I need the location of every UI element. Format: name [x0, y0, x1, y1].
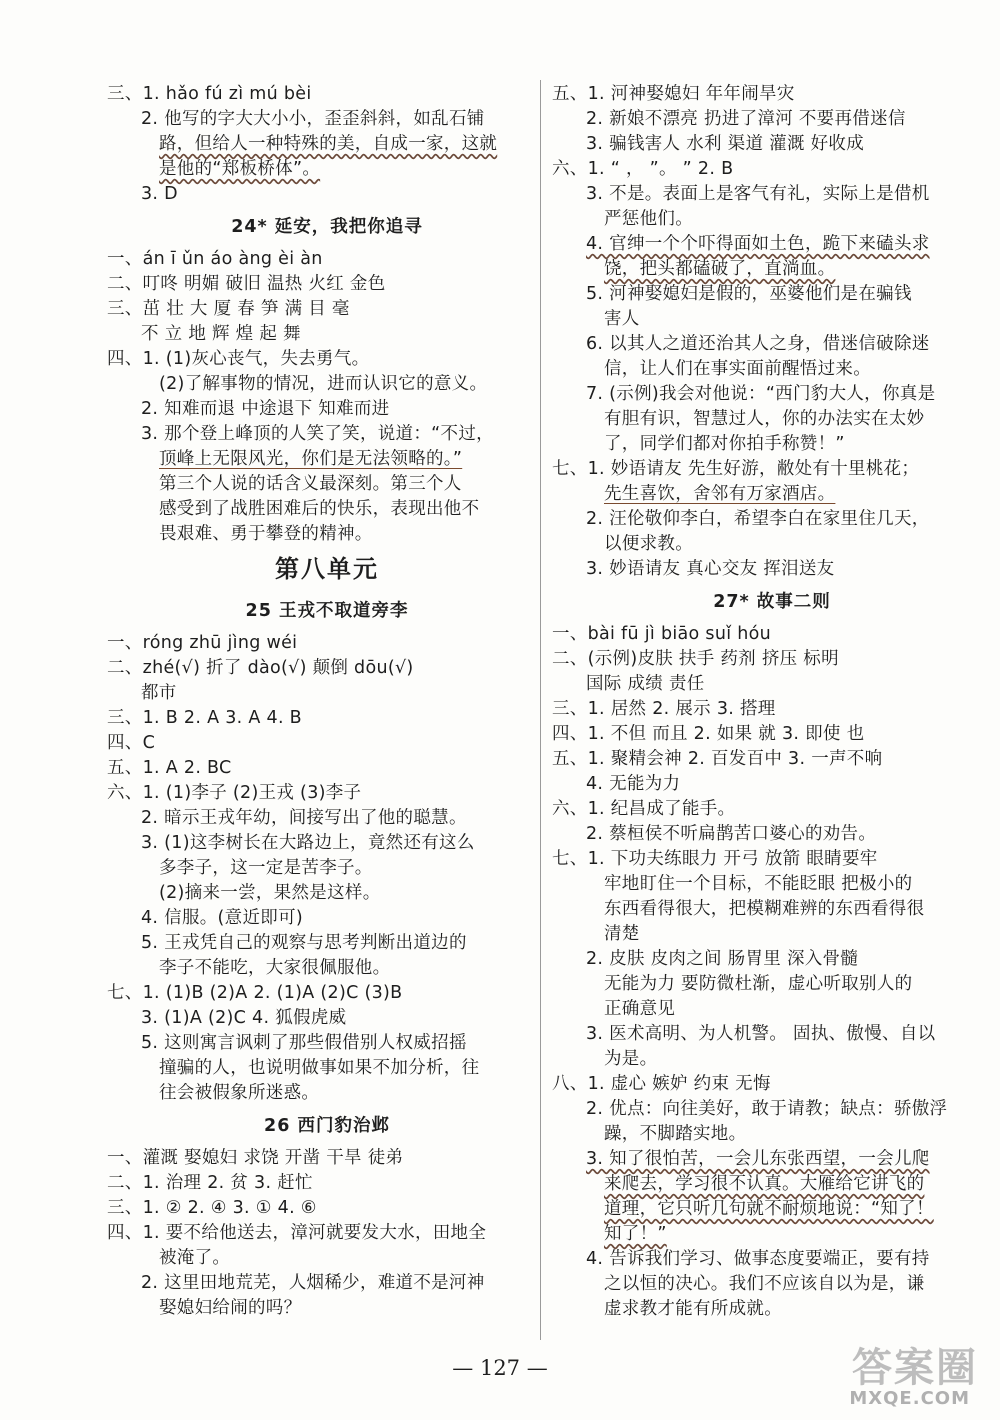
answer-line: 都市: [141, 683, 177, 703]
answer-line: 3. 不是。表面上是客气有礼，实际上是借机: [586, 184, 930, 204]
answer-line: 二、叮咚 明媚 破旧 温热 火红 金色: [107, 274, 386, 294]
answer-line: 二、zhé(√) 折了 dào(√) 颠倒 dōu(√): [107, 658, 414, 678]
answer-line: 被淹了。: [159, 1248, 231, 1268]
answer-line: 以便求教。: [604, 534, 693, 554]
answer-line: 知了！”: [604, 1224, 667, 1244]
answer-line: 三、1. hǎo fú zì mú bèi: [107, 84, 312, 104]
answer-line: 6. 以其人之道还治其人之身，借迷信破除迷: [586, 334, 930, 354]
answer-line: 娶媳妇给闹的吗？: [159, 1298, 302, 1318]
answer-line: 3. 医术高明、为人机警。 固执、傲慢、自以: [586, 1024, 936, 1044]
answer-line: 六、1. (1)李子 (2)王戎 (3)李子: [107, 783, 362, 803]
answer-line: 三、1. ② 2. ④ 3. ① 4. ⑥: [107, 1198, 317, 1218]
answer-line: 4. 告诉我们学习、做事态度要端正，要有持: [586, 1249, 930, 1269]
right-column: [552, 82, 992, 1322]
left-column: [107, 82, 547, 1321]
answer-line: 第三个人说的话含义最深刻。第三个人: [159, 474, 462, 494]
answer-line: 三、茁 壮 大 厦 春 笋 满 目 毫: [107, 299, 350, 319]
answer-line: 七、1. 妙语请友 先生好游，敝处有十里桃花；: [552, 459, 920, 479]
answer-line: 2. 暗示王戎年幼，间接写出了他的聪慧。: [141, 808, 467, 828]
answer-line: 五、1. 聚精会神 2. 百发百中 3. 一声不响: [552, 749, 883, 769]
lesson-heading: 25 王戎不取道旁李: [245, 601, 409, 621]
answer-line: 七、1. (1)B (2)A 2. (1)A (2)C (3)B: [107, 983, 403, 1003]
answer-line: 4. 信服。(意近即可): [141, 908, 304, 928]
answer-line: 四、1. (1)灰心丧气，失去勇气。: [107, 349, 370, 369]
answer-line: 来爬去，学习很不认真。大雁给它讲飞的: [604, 1174, 925, 1194]
answer-line: 七、1. 下功夫练眼力 开弓 放箭 眼睛要牢: [552, 849, 878, 869]
answer-line: 有胆有识，智慧过人，你的办法实在太妙: [604, 409, 925, 429]
answer-line: 五、1. 河神娶媳妇 年年闹旱灾: [552, 84, 795, 104]
answer-line: 7. (示例)我会对他说：“西门豹大人，你真是: [586, 384, 936, 404]
answer-line: 5. 河神娶媳妇是假的，巫婆他们是在骗钱: [586, 284, 912, 304]
watermark-url: MXQE.COM: [849, 1388, 970, 1409]
answer-line: 为是。: [604, 1049, 658, 1069]
answer-line: 四、1. 要不给他送去，漳河就要发大水，田地全: [107, 1223, 487, 1243]
lesson-heading: 24* 延安，我把你追寻: [231, 217, 423, 237]
page-number: — 127 —: [452, 1356, 548, 1380]
answer-line: 先生喜饮，舍邻有万家酒店。: [604, 484, 836, 504]
answer-line: 五、1. A 2. BC: [107, 758, 232, 778]
answer-line: 2. 新娘不漂亮 扔进了漳河 不要再借迷信: [586, 109, 906, 129]
answer-line: 之以恒的决心。我们不应该自以为是，谦: [604, 1274, 925, 1294]
answer-line: 不 立 地 辉 煌 起 舞: [141, 324, 301, 344]
answer-line: 4. 无能为力: [586, 774, 681, 794]
answer-line: 虚求教才能有所成就。: [604, 1299, 782, 1319]
unit-heading: 第八单元: [275, 555, 379, 583]
answer-line: 多李子，这一定是苦李子。: [159, 858, 373, 878]
answer-line: 李子不能吃，大家很佩服他。: [159, 958, 391, 978]
answer-line: 六、1. “ ， ”。 ” 2. B: [552, 159, 734, 179]
answer-line: 2. 蔡桓侯不听扁鹊苦口婆心的劝告。: [586, 824, 877, 844]
answer-line: 2. 皮肤 皮肉之间 肠胃里 深入骨髓: [586, 949, 859, 969]
answer-line: 3. 知了很怕苦，一会儿东张西望，一会儿爬: [586, 1149, 930, 1169]
answer-line: 3. 骗钱害人 水利 渠道 灌溉 好收成: [586, 134, 865, 154]
answer-line: 5. 王戎凭自己的观察与思考判断出道边的: [141, 933, 467, 953]
answer-line: 国际 成绩 责任: [586, 674, 705, 694]
answer-line: 2. 知难而退 中途退下 知难而进: [141, 399, 390, 419]
answer-line: 六、1. 纪昌成了能手。: [552, 799, 736, 819]
answer-line: 路，但给人一种特殊的美，自成一家，这就: [159, 134, 498, 154]
lesson-heading: 26 西门豹治邺: [264, 1116, 390, 1136]
answer-line: (2)摘来一尝，果然是这样。: [159, 883, 381, 903]
answer-line: 一、róng zhū jìng wéi: [107, 633, 298, 653]
answer-line: 一、灌溉 娶媳妇 求饶 开凿 干旱 徒弟: [107, 1148, 404, 1168]
answer-line: 清楚: [604, 924, 640, 944]
answer-line: 三、1. 居然 2. 展示 3. 搭理: [552, 699, 776, 719]
answer-line: 东西看得很大，把模糊难辨的东西看得很: [604, 899, 925, 919]
answer-line: 一、án ī ǔn áo àng èi àn: [107, 249, 323, 269]
answer-line: (2)了解事物的情况，进而认识它的意义。: [159, 374, 488, 394]
answer-line: 2. 汪伦敬仰李白，希望李白在家里住几天，: [586, 509, 930, 529]
answer-line: 3. (1)A (2)C 4. 狐假虎威: [141, 1008, 347, 1028]
lesson-heading: 27* 故事二则: [713, 592, 831, 612]
answer-line: 躁，不脚踏实地。: [604, 1124, 747, 1144]
answer-line: 无能为力 要防微杜渐，虚心听取别人的: [604, 974, 913, 994]
answer-line: 四、C: [107, 733, 156, 753]
answer-line: 5. 这则寓言讽刺了那些假借别人权威招摇: [141, 1033, 467, 1053]
answer-line: 2. 他写的字大大小小，歪歪斜斜，如乱石铺: [141, 109, 485, 129]
answer-line: 牢地盯住一个目标，不能眨眼 把极小的: [604, 874, 913, 894]
answer-line: 4. 官绅一个个吓得面如土色，跪下来磕头求: [586, 234, 930, 254]
answer-line: 严惩他们。: [604, 209, 693, 229]
answer-line: 2. 这里田地荒芜，人烟稀少，难道不是河神: [141, 1273, 485, 1293]
answer-line: 正确意见: [604, 999, 676, 1019]
answer-line: 道理，它只听几句就不耐烦地说：“知了！: [604, 1199, 934, 1219]
answer-line: 顶峰上无限风光，你们是无法领略的。”: [159, 449, 463, 469]
answer-line: 撞骗的人，也说明做事如果不加分析，往: [159, 1058, 480, 1078]
answer-line: 害人: [604, 309, 640, 329]
answer-line: 2. 优点：向往美好，敢于请教；缺点：骄傲浮: [586, 1099, 948, 1119]
answer-line: 二、(示例)皮肤 扶手 药剂 挤压 标明: [552, 649, 839, 669]
answer-line: 了，同学们都对你拍手称赞！”: [604, 434, 845, 454]
answer-line: 3. 妙语请友 真心交友 挥泪送友: [586, 559, 835, 579]
answer-line: 感受到了战胜困难后的快乐，表现出他不: [159, 499, 480, 519]
answer-line: 畏艰难、勇于攀登的精神。: [159, 524, 373, 544]
answer-line: 3. (1)这李树长在大路边上，竟然还有这么: [141, 833, 475, 853]
answer-line: 一、bài fū jì biāo suǐ hóu: [552, 624, 772, 644]
answer-line: 往会被假象所迷惑。: [159, 1083, 320, 1103]
answer-line: 3. D: [141, 184, 178, 204]
answer-line: 二、1. 治理 2. 贫 3. 赶忙: [107, 1173, 313, 1193]
watermark-logo: 答案圈: [852, 1345, 978, 1391]
answer-line: 八、1. 虚心 嫉妒 约束 无悔: [552, 1074, 771, 1094]
answer-line: 3. 那个登上峰顶的人笑了笑，说道：“不过，: [141, 424, 494, 444]
answer-line: 是他的“郑板桥体”。: [159, 159, 321, 179]
answer-line: 信，让人们在事实面前醒悟过来。: [604, 359, 871, 379]
answer-line: 四、1. 不但 而且 2. 如果 就 3. 即使 也: [552, 724, 865, 744]
answer-line: 饶，把头都磕破了，直淌血。: [604, 259, 836, 279]
answer-line: 三、1. B 2. A 3. A 4. B: [107, 708, 302, 728]
